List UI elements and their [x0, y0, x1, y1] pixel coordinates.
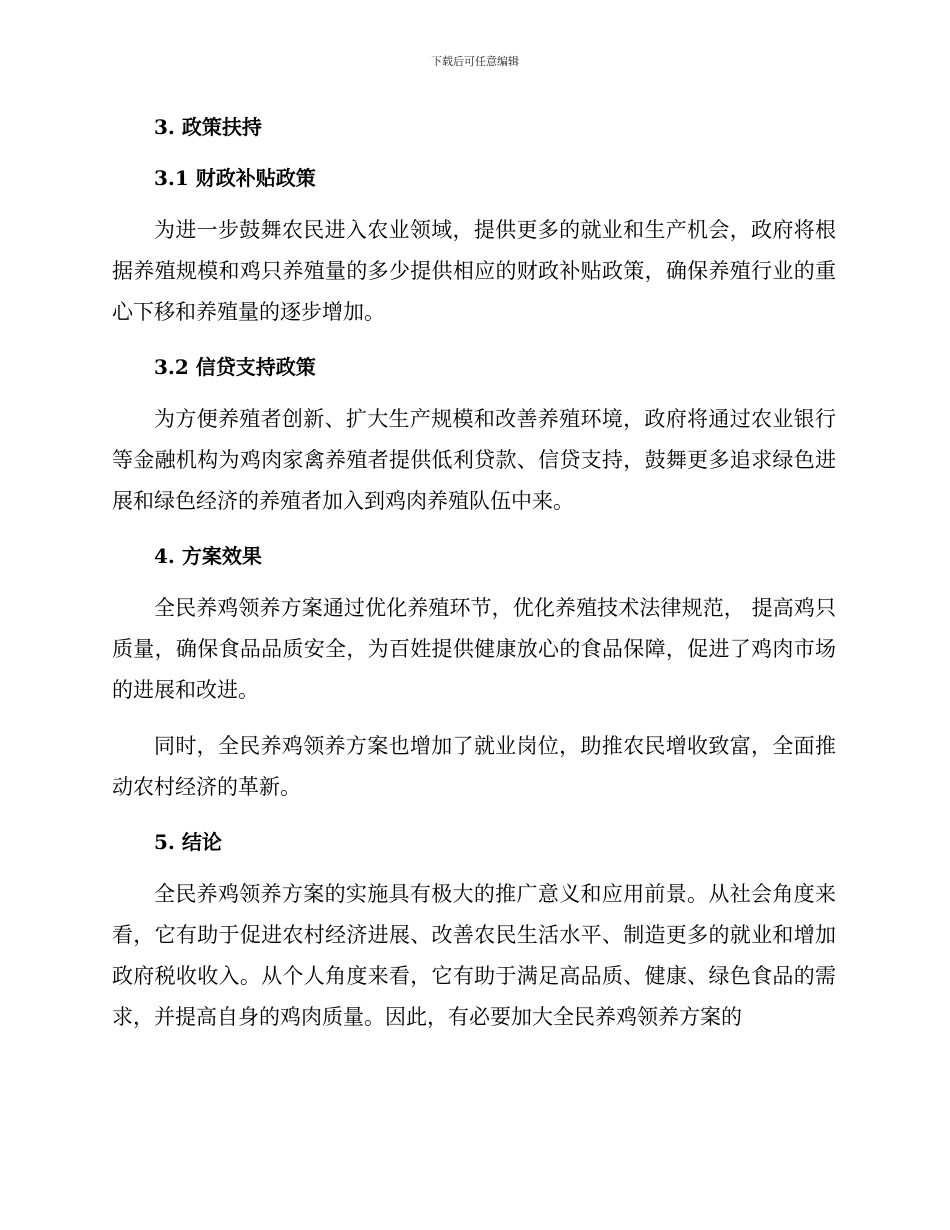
paragraph-credit-support: 为方便养殖者创新、扩大生产规模和改善养殖环境，政府将通过农业银行等金融机构为鸡肉家禽养殖者提供低利贷款、信贷支持，鼓舞更多追求绿色进展和绿色经济的养殖者加入到鸡肉养殖队伍中来。	[112, 407, 836, 513]
paragraph-plan-effect-1: 全民养鸡领养方案通过优化养殖环节，优化养殖技术法律规范， 提高鸡只质量，确保食品品质安全，为百姓提供健康放心的食品保障，促进了鸡肉市场的进展和改进。	[112, 596, 836, 702]
paragraph-fiscal-subsidy: 为进一步鼓舞农民进入农业领域，提供更多的就业和生产机会，政府将根据养殖规模和鸡只养殖量的多少提供相应的财政补贴政策，确保养殖行业的重心下移和养殖量的逐步增加。	[112, 218, 836, 324]
paragraph-plan-effect-2: 同时，全民养鸡领养方案也增加了就业岗位，助推农民增收致富，全面推动农村经济的革新。	[112, 734, 836, 799]
document-body	[112, 110, 836, 1038]
heading-conclusion: 5. 结论	[154, 830, 222, 854]
heading-plan-effect: 4. 方案效果	[154, 544, 262, 568]
heading-policy-support: 3. 政策扶持	[154, 115, 262, 139]
page-header: 下载后可任意编辑	[431, 55, 519, 68]
heading-credit-support: 3.2 信贷支持政策	[154, 355, 316, 379]
heading-fiscal-subsidy: 3.1 财政补贴政策	[154, 166, 316, 190]
paragraph-conclusion: 全民养鸡领养方案的实施具有极大的推广意义和应用前景。从社会角度来看，它有助于促进农村经济进展、改善农民生活水平、制造更多的就业和增加政府税收收入。从个人角度来看，它有助于满足高品质、健康、绿色食品的需求，并提高自身的鸡肉质量。因此，有必要加大全民养鸡领养方案的	[112, 882, 836, 1029]
